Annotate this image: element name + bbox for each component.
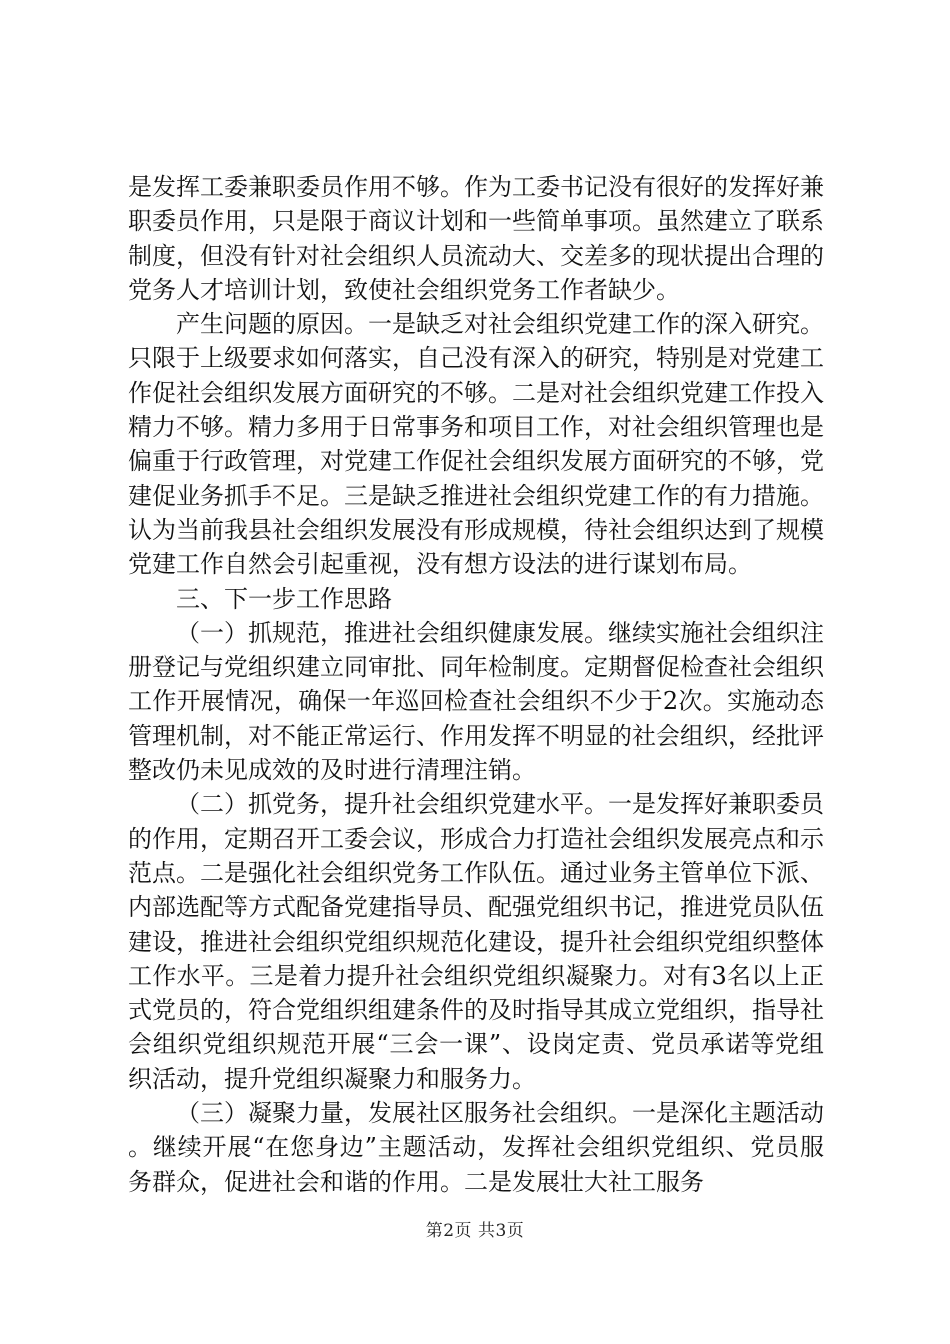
- page-number-footer: 第2页 共3页: [425, 1221, 525, 1241]
- paragraph-item-2: （二）抓党务，提升社会组织党建水平。一是发挥好兼职委员的作用，定期召开工委会议，形成合力打造社会组织发展亮点和示范点。二是强化社会组织党务工作队伍。通过业务主管单位下派、内部选配等方式配备党建指导员、配强党组织书记，推进党员队伍建设，推进社会组织党组织规范化建设，提升社会组织党组织整体工作水平。三是着力提升社会组织党组织凝聚力。对有3名以上正式党员的，符合党组织组建条件的及时指导其成立党组织，指导社会组织党组织规范开展“三会一课”、设岗定责、党员承诺等党组织活动，提升党组织凝聚力和服务力。: [128, 790, 824, 1093]
- section-heading-next-steps: 三、下一步工作思路: [176, 584, 392, 613]
- paragraph-item-1: （一）抓规范，推进社会组织健康发展。继续实施社会组织注册登记与党组织建立同审批、同年检制度。定期督促检查社会组织工作开展情况，确保一年巡回检查社会组织不少于2次。实施动态管理机制，对不能正常运行、作用发挥不明显的社会组织，经批评整改仍未见成效的及时进行清理注销。: [128, 618, 824, 785]
- paragraph-continuation: 是发挥工委兼职委员作用不够。作为工委书记没有很好的发挥好兼职委员作用，只是限于商议计划和一些简单事项。虽然建立了联系制度，但没有针对社会组织人员流动大、交差多的现状提出合理的党务人才培训计划，致使社会组织党务工作者缺少。: [128, 173, 824, 304]
- document-body: [128, 170, 824, 1199]
- paragraph-causes: 产生问题的原因。一是缺乏对社会组织党建工作的深入研究。只限于上级要求如何落实，自己没有深入的研究，特别是对党建工作促社会组织发展方面研究的不够。二是对社会组织党建工作投入精力不够。精力多用于日常事务和项目工作，对社会组织管理也是偏重于行政管理，对党建工作促社会组织发展方面研究的不够，党建促业务抓手不足。三是缺乏推进社会组织党建工作的有力措施。认为当前我县社会组织发展没有形成规模，待社会组织达到了规模党建工作自然会引起重视，没有想方设法的进行谋划布局。: [128, 310, 824, 579]
- paragraph-item-3: （三）凝聚力量，发展社区服务社会组织。一是深化主题活动。继续开展“在您身边”主题活动，发挥社会组织党组织、党员服务群众，促进社会和谐的作用。二是发展壮大社工服务: [128, 1099, 824, 1196]
